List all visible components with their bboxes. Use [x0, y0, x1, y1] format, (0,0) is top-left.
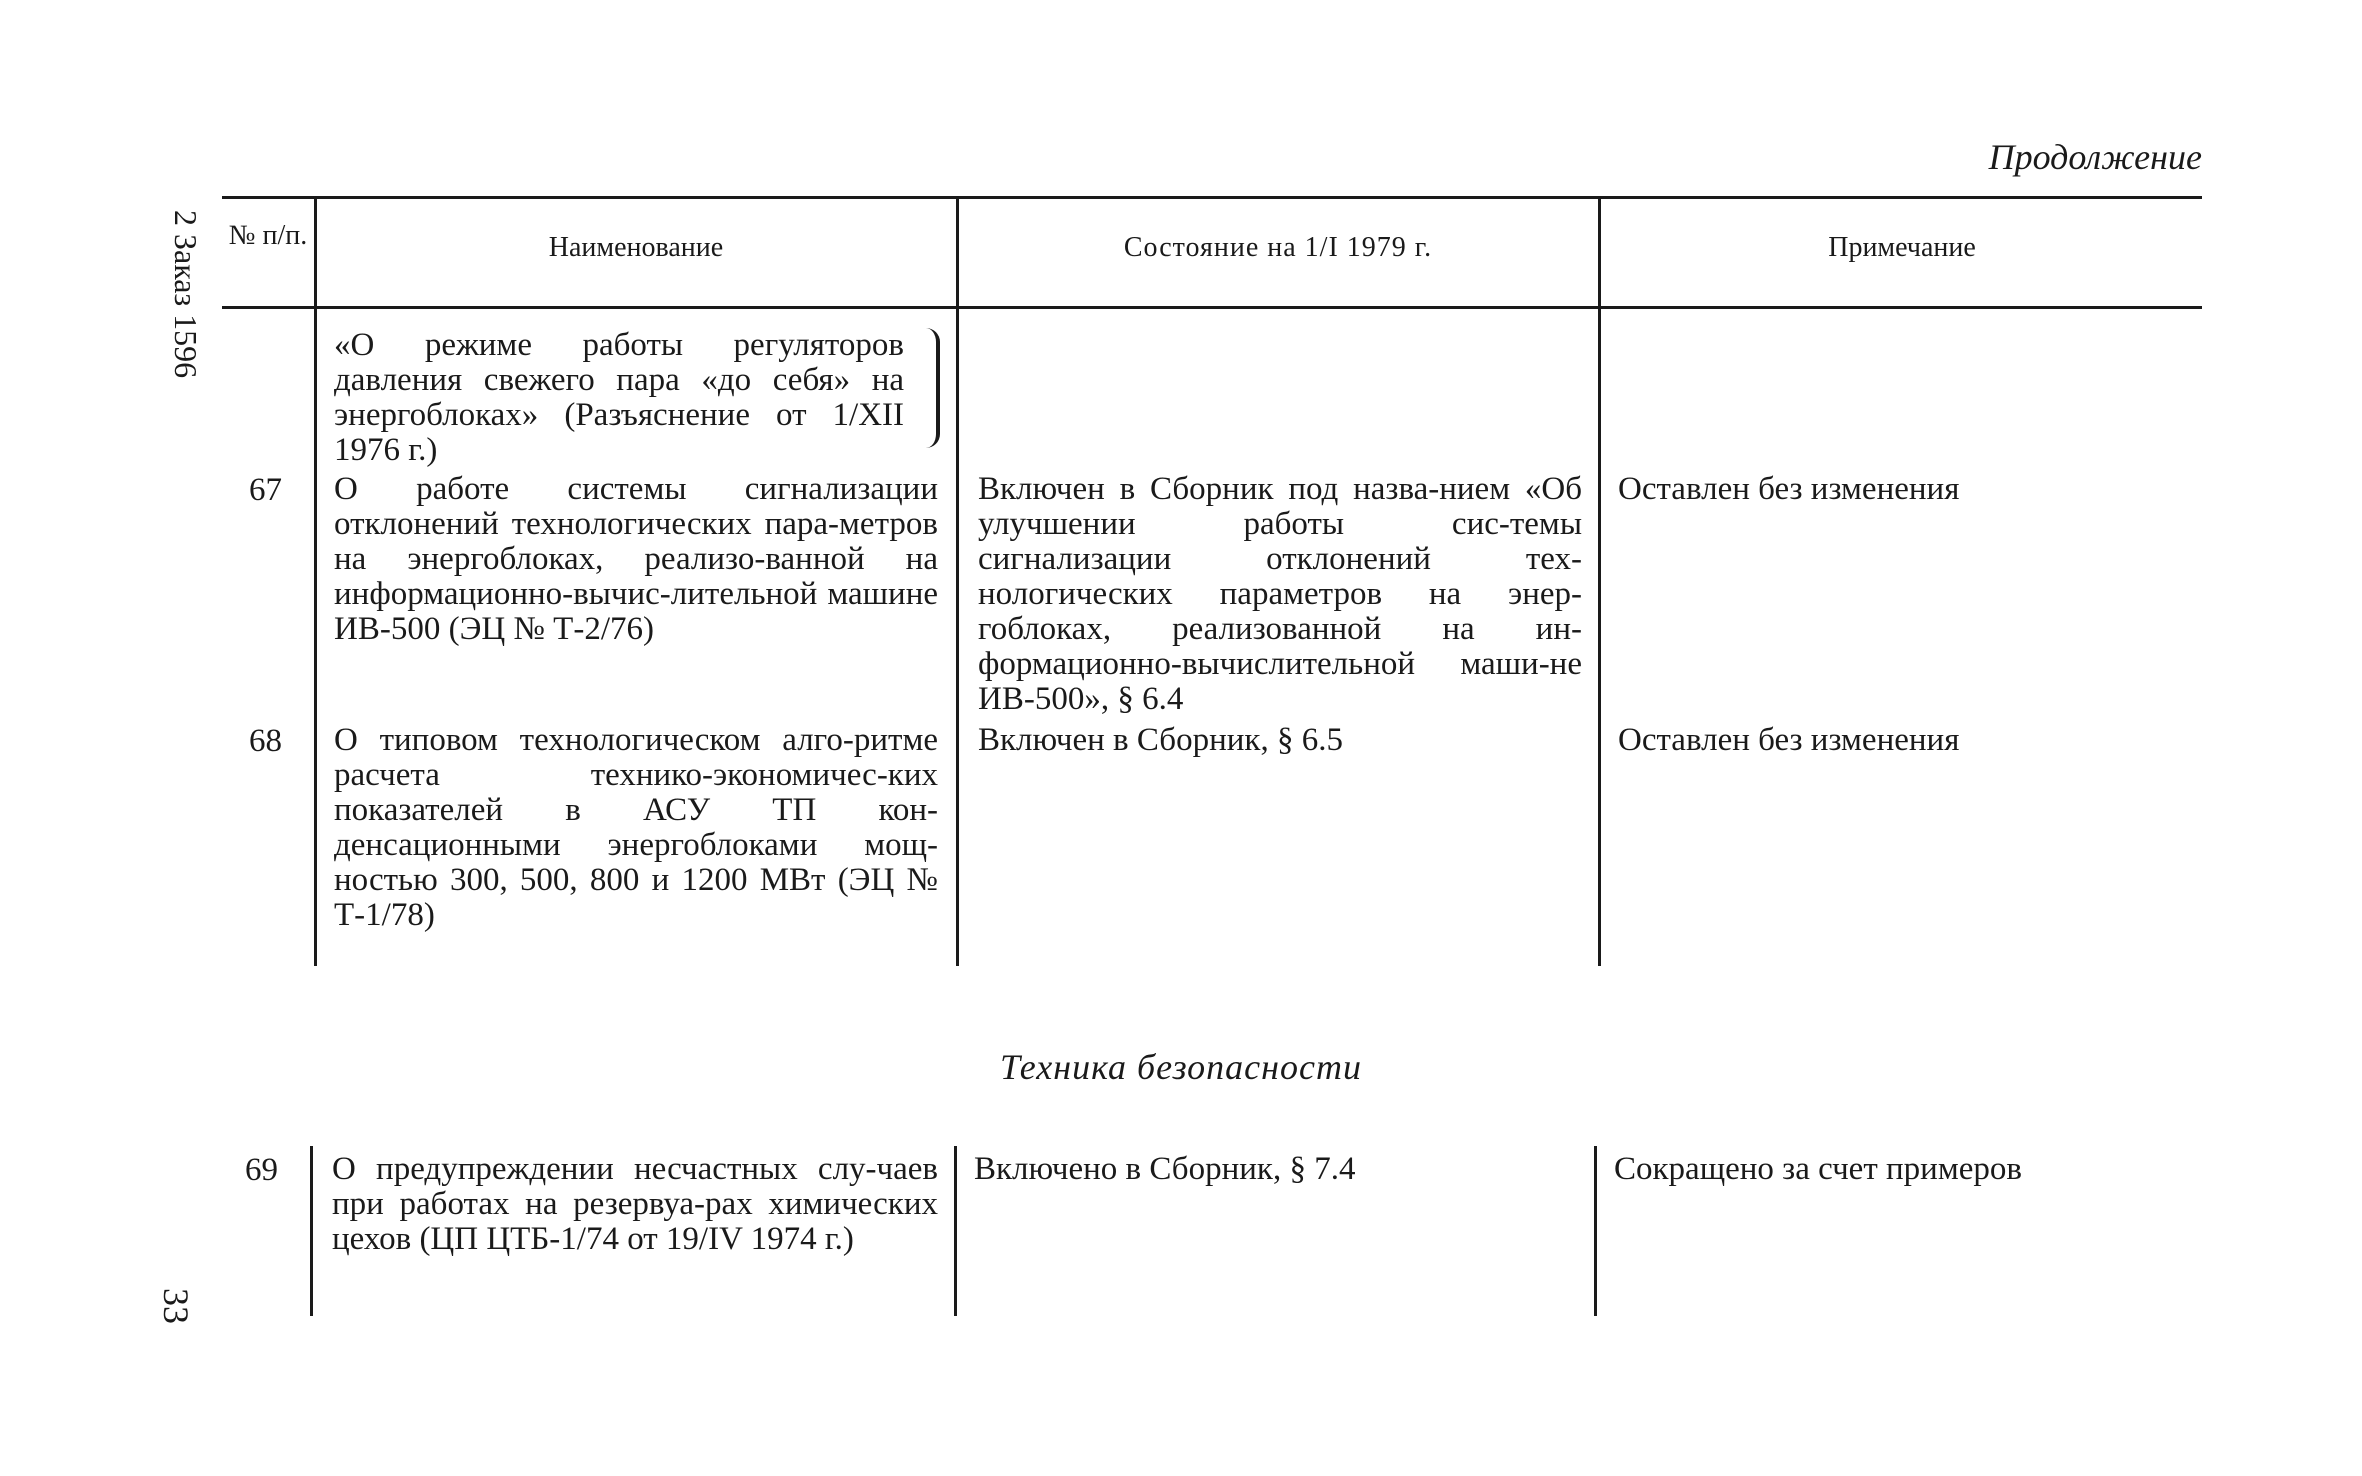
- side-order-text: 2 Заказ 1596: [168, 210, 204, 379]
- row-68-note: Оставлен без изменения: [1618, 722, 1960, 758]
- table-top-rule: [222, 196, 2202, 199]
- header-state: Состояние на 1/I 1979 г.: [1123, 232, 1433, 263]
- row-0-name: «О режиме работы регуляторов давления свежего пара «до себя» на энергоблоках» (Разъяснение от 1/XII 1976 г.): [334, 327, 904, 468]
- table-header-rule: [222, 306, 2202, 309]
- continuation-label: Продолжение: [1988, 137, 2202, 177]
- row-67-num: 67: [249, 472, 282, 508]
- column-divider-3: [1598, 196, 1601, 966]
- row-0-brace: [918, 328, 940, 448]
- row-68-num: 68: [249, 723, 282, 759]
- column-divider-2: [956, 196, 959, 966]
- page-number: 33: [156, 1288, 196, 1324]
- header-name: Наименование: [548, 232, 724, 263]
- header-num: № п/п.: [228, 220, 308, 251]
- side-order-note: [160, 210, 220, 440]
- row-68-state: Включен в Сборник, § 6.5: [978, 722, 1343, 758]
- row-67-note: Оставлен без изменения: [1618, 471, 1960, 507]
- row-69-num: 69: [245, 1152, 278, 1188]
- section-divider-2: [954, 1146, 957, 1316]
- row-69-note: Сокращено за счет примеров: [1614, 1151, 2022, 1187]
- row-68-name: О типовом технологическом алго-ритме расчета технико-экономичес-ких показателей в АСУ ТП кон-денсационными энергоблоками мощ-ностью 300, 500, 800 и 1200 МВт (ЭЦ № Т-1/78): [334, 722, 938, 933]
- header-note: Примечание: [1828, 232, 1976, 263]
- section-divider-1: [310, 1146, 313, 1316]
- section-title: Техника безопасности: [1000, 1047, 1362, 1087]
- row-69-name: О предупреждении несчастных слу-чаев при работах на резервуа-рах химических цехов (ЦП ЦТБ-1/74 от 19/IV 1974 г.): [332, 1151, 938, 1257]
- row-67-name: О работе системы сигнализации отклонений технологических пара-метров на энергоблоках, реализо-ванной на информационно-вычис-лительной машине ИВ-500 (ЭЦ № Т-2/76): [334, 471, 938, 647]
- column-divider-1: [314, 196, 317, 966]
- section-divider-3: [1594, 1146, 1597, 1316]
- row-67-state: Включен в Сборник под назва-нием «Об улучшении работы сис-темы сигнализации отклонений тех-нологических параметров на энер-гоблоках, реализованной на ин-формационно-вычислительной маши-не ИВ-500», § 6.4: [978, 471, 1582, 717]
- row-69-state: Включено в Сборник, § 7.4: [974, 1151, 1356, 1187]
